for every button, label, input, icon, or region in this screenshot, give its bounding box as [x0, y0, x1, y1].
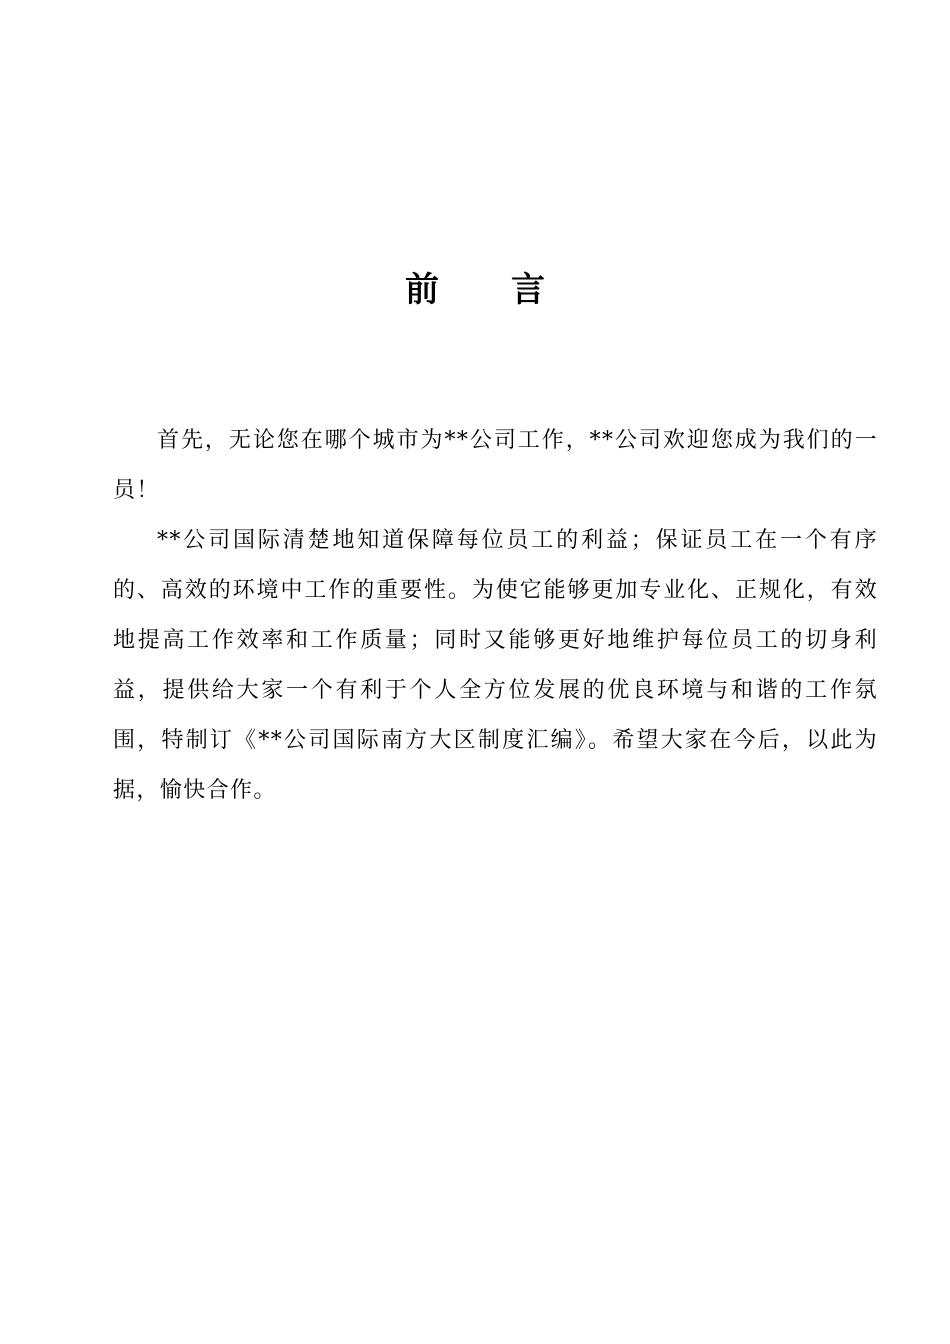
- title-char-2: 言: [511, 270, 545, 310]
- paragraph-welcome: 首先，无论您在哪个城市为**公司工作，**公司欢迎您成为我们的一员！: [113, 428, 878, 503]
- paragraph-purpose: **公司国际清楚地知道保障每位员工的利益；保证员工在一个有序的、高效的环境中工作的重要性。为使它能够更加专业化、正规化，有效地提高工作效率和工作质量；同时又能够更好地维护每位员工的切身利益，提供给大家一个有利于个人全方位发展的优良环境与和谐的工作氛围，特制订《**公司国际南方大区制度汇编》。希望大家在今后，以此为据，愉快合作。: [113, 528, 878, 803]
- page-title: [0, 262, 950, 318]
- title-char-1: 前: [405, 270, 439, 310]
- body-text: [113, 416, 878, 816]
